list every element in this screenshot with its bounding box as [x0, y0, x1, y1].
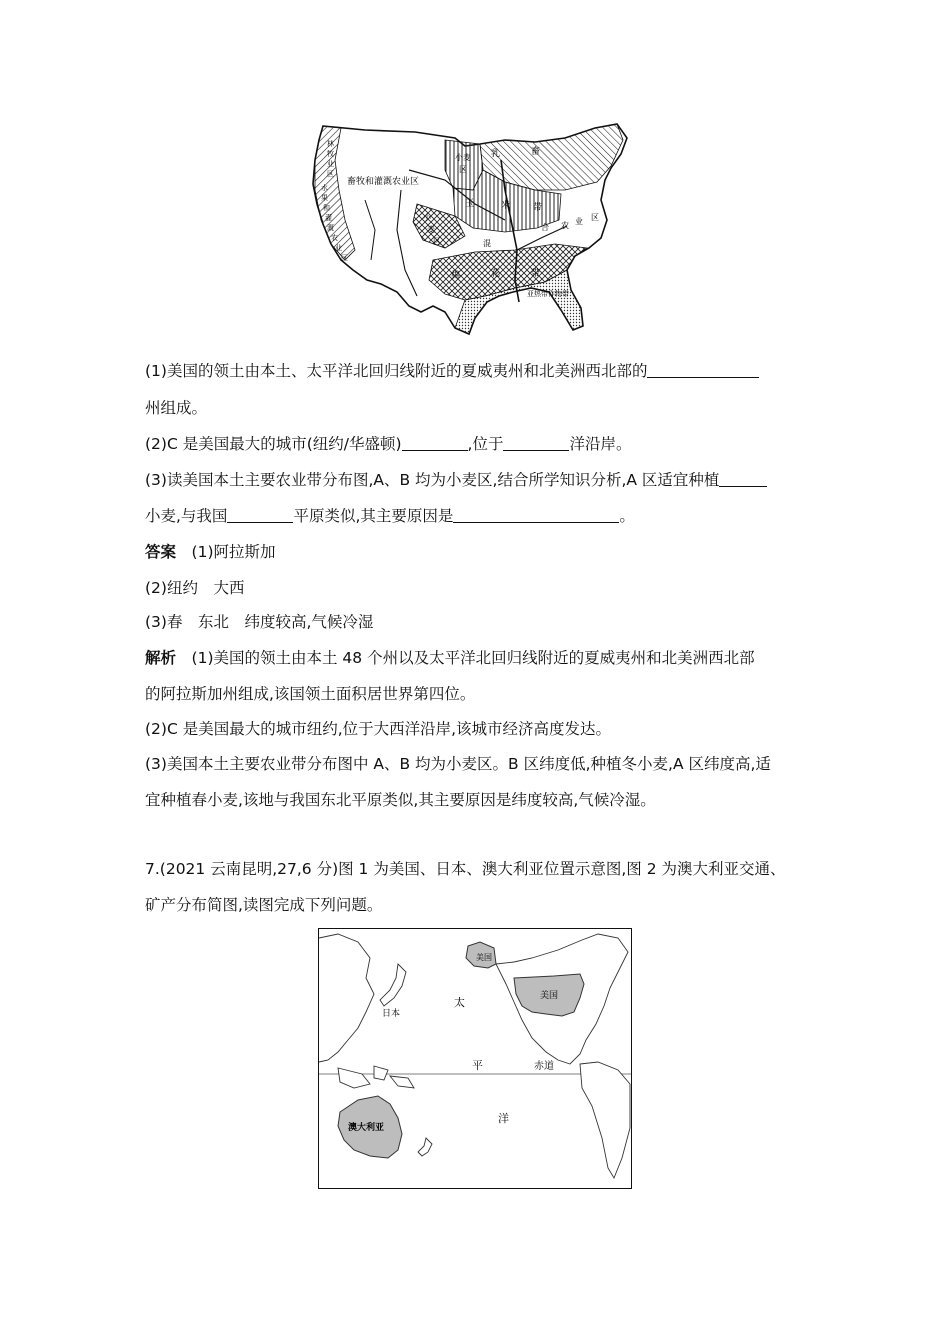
answer-blank[interactable] — [647, 361, 759, 378]
answer-blank[interactable] — [227, 506, 293, 523]
mixed-label3: 农 — [561, 221, 569, 230]
analysis-line4: (3)美国本土主要农业带分布图中 A、B 均为小麦区。B 区纬度低,种植冬小麦,A 区纬度高,适 — [145, 755, 771, 773]
forest-label4: 区 — [327, 170, 334, 178]
corn-label3: 带 — [533, 203, 543, 213]
fruit-label8: 区 — [341, 254, 348, 262]
analysis-line5: 宜种植春小麦,该地与我国东北平原类似,其主要原因是纬度较高,气候冷湿。 — [145, 791, 656, 809]
q7-line2: 矿产分布简图,读图完成下列问题。 — [145, 896, 383, 914]
ocean-char-ping: 平 — [472, 1059, 483, 1072]
forest-label1: 林 — [327, 140, 334, 148]
answer-line2: (2)纽约 大西 — [145, 579, 245, 597]
equator-label: 赤道 — [534, 1061, 554, 1072]
fruit-label1: 水 — [321, 184, 328, 192]
q3-line2: 小麦,与我国 平原类似,其主要原因是 。 — [145, 507, 635, 525]
wheat-left-label: 小 — [423, 213, 431, 222]
answer-blank[interactable] — [503, 434, 569, 451]
q1-line1: (1)美国的领土由本土、太平洋北回归线附近的夏威夷州和北美洲西北部的 — [145, 361, 759, 381]
subtropical-label: 亚热带作物带 — [527, 290, 569, 298]
cotton-label1: 棉 — [451, 271, 461, 281]
q2-line: (2)C 是美国最大的城市(纽约/华盛顿) ,位于 洋沿岸。 — [145, 435, 632, 453]
corn-label1: 玉 — [465, 199, 475, 209]
wheat-left-label2: 麦 — [427, 225, 435, 234]
pacific-location-map — [318, 928, 632, 1189]
analysis-label: 解析 — [145, 649, 177, 667]
ocean-char-yang: 洋 — [498, 1112, 509, 1125]
dairy-label: 乳 — [491, 149, 501, 159]
answer-line1: 答案 (1)阿拉斯加 — [145, 543, 276, 561]
forest-label2: 牧 — [327, 150, 334, 158]
fruit-label6: 农 — [331, 234, 338, 242]
corn-label2: 米 — [501, 201, 511, 211]
japan-label: 日本 — [382, 1009, 401, 1019]
wheat-top-label2: 区 — [459, 165, 467, 174]
mixed-label2: 合 — [541, 223, 549, 232]
q7-line1: 7.(2021 云南昆明,27,6 分)图 1 为美国、日本、澳大利亚位置示意图,图 2 为澳大利亚交通、 — [145, 860, 786, 878]
fruit-label5: 溉 — [327, 224, 334, 232]
q3-line1: (3)读美国本土主要农业带分布图,A、B 均为小麦区,结合所学知识分析,A 区适宜种植 — [145, 470, 767, 490]
fruit-label2: 果 — [321, 194, 328, 202]
answer-label: 答案 — [145, 543, 177, 561]
wheat-top-label: 小麦 — [455, 153, 471, 162]
answer-blank[interactable] — [719, 470, 767, 487]
us-agriculture-map — [305, 120, 645, 342]
cotton-label2: 花 — [491, 269, 501, 279]
answer-blank[interactable] — [453, 506, 619, 523]
mixed-label4: 业 — [575, 217, 583, 226]
fruit-label3: 和 — [323, 204, 330, 212]
answer-line3: (3)春 东北 纬度较高,气候冷湿 — [145, 613, 374, 631]
ranching-label: 畜牧和灌溉农业区 — [347, 177, 420, 187]
fruit-label4: 灌 — [325, 214, 332, 222]
answer-blank[interactable] — [402, 434, 468, 451]
wheat-left-label3: 区 — [433, 237, 441, 246]
cotton-label3: 带 — [531, 269, 541, 279]
mixed-label1: 混 — [483, 239, 491, 248]
alaska-label: 美国 — [476, 953, 492, 962]
australia-label: 澳大利亚 — [348, 1123, 385, 1133]
forest-label3: 业 — [327, 160, 334, 168]
q1-line2: 州组成。 — [145, 399, 208, 417]
dairy-label2: 畜 — [531, 147, 541, 157]
usa-label: 美国 — [540, 991, 559, 1001]
analysis-line2: 的阿拉斯加州组成,该国领土面积居世界第四位。 — [145, 685, 476, 703]
ocean-char-tai: 太 — [454, 996, 465, 1009]
fruit-label7: 业 — [335, 244, 342, 252]
analysis-line1: 解析 (1)美国的领土由本土 48 个州以及太平洋北回归线附近的夏威夷州和北美洲西北部 — [145, 649, 755, 667]
analysis-line3: (2)C 是美国最大的城市纽约,位于大西洋沿岸,该城市经济高度发达。 — [145, 720, 612, 738]
mixed-label5: 区 — [591, 213, 599, 222]
